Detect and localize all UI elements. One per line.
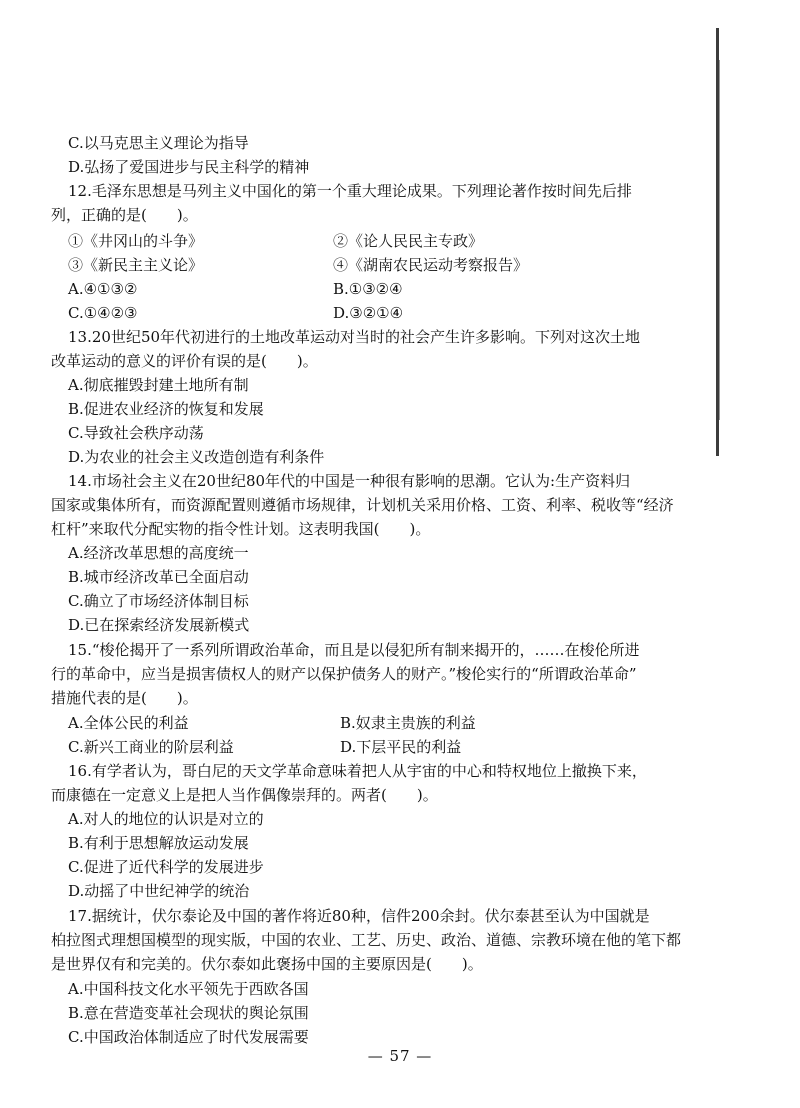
q12-work-2: ②《论人民民主专政》 xyxy=(333,232,484,250)
q14-option-b: B.城市经济改革已全面启动 xyxy=(68,568,249,586)
q14-stem: 杠杆”来取代分配实物的指令性计划。这表明我国( )。 xyxy=(51,520,431,538)
q12-option-b: B.①③②④ xyxy=(333,280,403,298)
q12-option-c: C.①④②③ xyxy=(68,304,138,322)
q13-option-d: D.为农业的社会主义改造创造有利条件 xyxy=(68,448,325,466)
q17-stem: 柏拉图式理想国模型的现实版，中国的农业、工艺、历史、政治、道德、宗教环境在他的笔下都 xyxy=(51,931,682,949)
q15-option-b: B.奴隶主贵族的利益 xyxy=(340,714,476,732)
page-number: — 57 — xyxy=(367,1047,433,1065)
q16-option-b: B.有利于思想解放运动发展 xyxy=(68,834,249,852)
q17-stem: 17.据统计，伏尔泰论及中国的著作将近80种，信件200余封。伏尔泰甚至认为中国就是 xyxy=(68,907,650,925)
q12-work-1: ①《井冈山的斗争》 xyxy=(68,232,204,250)
q12-option-d: D.③②①④ xyxy=(333,304,404,322)
q14-option-d: D.已在探索经济发展新模式 xyxy=(68,616,250,634)
q12-stem: 12.毛泽东思想是马列主义中国化的第一个重大理论成果。下列理论著作按时间先后排 xyxy=(68,182,632,200)
q16-stem: 而康德在一定意义上是把人当作偶像崇拜的。两者( )。 xyxy=(51,786,438,804)
q15-option-a: A.全体公民的利益 xyxy=(68,714,189,732)
q12-work-3: ③《新民主主义论》 xyxy=(68,256,204,274)
q17-option-a: A.中国科技文化水平领先于西欧各国 xyxy=(68,980,309,998)
q14-stem: 国家或集体所有，而资源配置则遵循市场规律，计划机关采用价格、工资、利率、税收等“经济 xyxy=(51,496,674,514)
q15-stem: 行的革命中，应当是损害债权人的财产以保护债务人的财产。”梭伦实行的“所谓政治革命” xyxy=(51,665,637,683)
q12-option-a: A.④①③② xyxy=(68,280,138,298)
q16-option-c: C.促进了近代科学的发展进步 xyxy=(68,858,264,876)
q13-option-c: C.导致社会秩序动荡 xyxy=(68,424,204,442)
q16-option-d: D.动摇了中世纪神学的统治 xyxy=(68,882,250,900)
q15-stem: 措施代表的是( )。 xyxy=(51,689,198,707)
q15-option-c: C.新兴工商业的阶层利益 xyxy=(68,738,234,756)
prev-option-d: D.弘扬了爱国进步与民主科学的精神 xyxy=(68,158,310,176)
q12-stem: 列，正确的是( )。 xyxy=(51,206,198,224)
q13-option-a: A.彻底摧毁封建土地所有制 xyxy=(68,376,249,394)
q16-option-a: A.对人的地位的认识是对立的 xyxy=(68,810,264,828)
q17-stem: 是世界仅有和完美的。伏尔泰如此褒扬中国的主要原因是( )。 xyxy=(51,955,483,973)
q15-stem: 15.“梭伦揭开了一系列所谓政治革命，而且是以侵犯所有制来揭开的，……在梭伦所进 xyxy=(68,641,640,659)
q17-option-b: B.意在营造变革社会现状的舆论氛围 xyxy=(68,1004,309,1022)
q13-stem: 改革运动的意义的评价有误的是( )。 xyxy=(51,352,318,370)
q16-stem: 16.有学者认为，哥白尼的天文学革命意味着把人从宇宙的中心和特权地位上撤换下来， xyxy=(68,762,647,780)
q17-option-c: C.中国政治体制适应了时代发展需要 xyxy=(68,1028,309,1046)
q15-option-d: D.下层平民的利益 xyxy=(340,738,462,756)
q14-option-c: C.确立了市场经济体制目标 xyxy=(68,592,249,610)
q13-stem: 13.20世纪50年代初进行的土地改革运动对当时的社会产生许多影响。下列对这次土地 xyxy=(68,328,641,346)
q14-stem: 14.市场社会主义在20世纪80年代的中国是一种很有影响的思潮。它认为:生产资料归 xyxy=(68,472,631,490)
q12-work-4: ④《湖南农民运动考察报告》 xyxy=(333,256,529,274)
q14-option-a: A.经济改革思想的高度统一 xyxy=(68,544,249,562)
q13-option-b: B.促进农业经济的恢复和发展 xyxy=(68,400,264,418)
prev-option-c: C.以马克思主义理论为指导 xyxy=(68,134,249,152)
